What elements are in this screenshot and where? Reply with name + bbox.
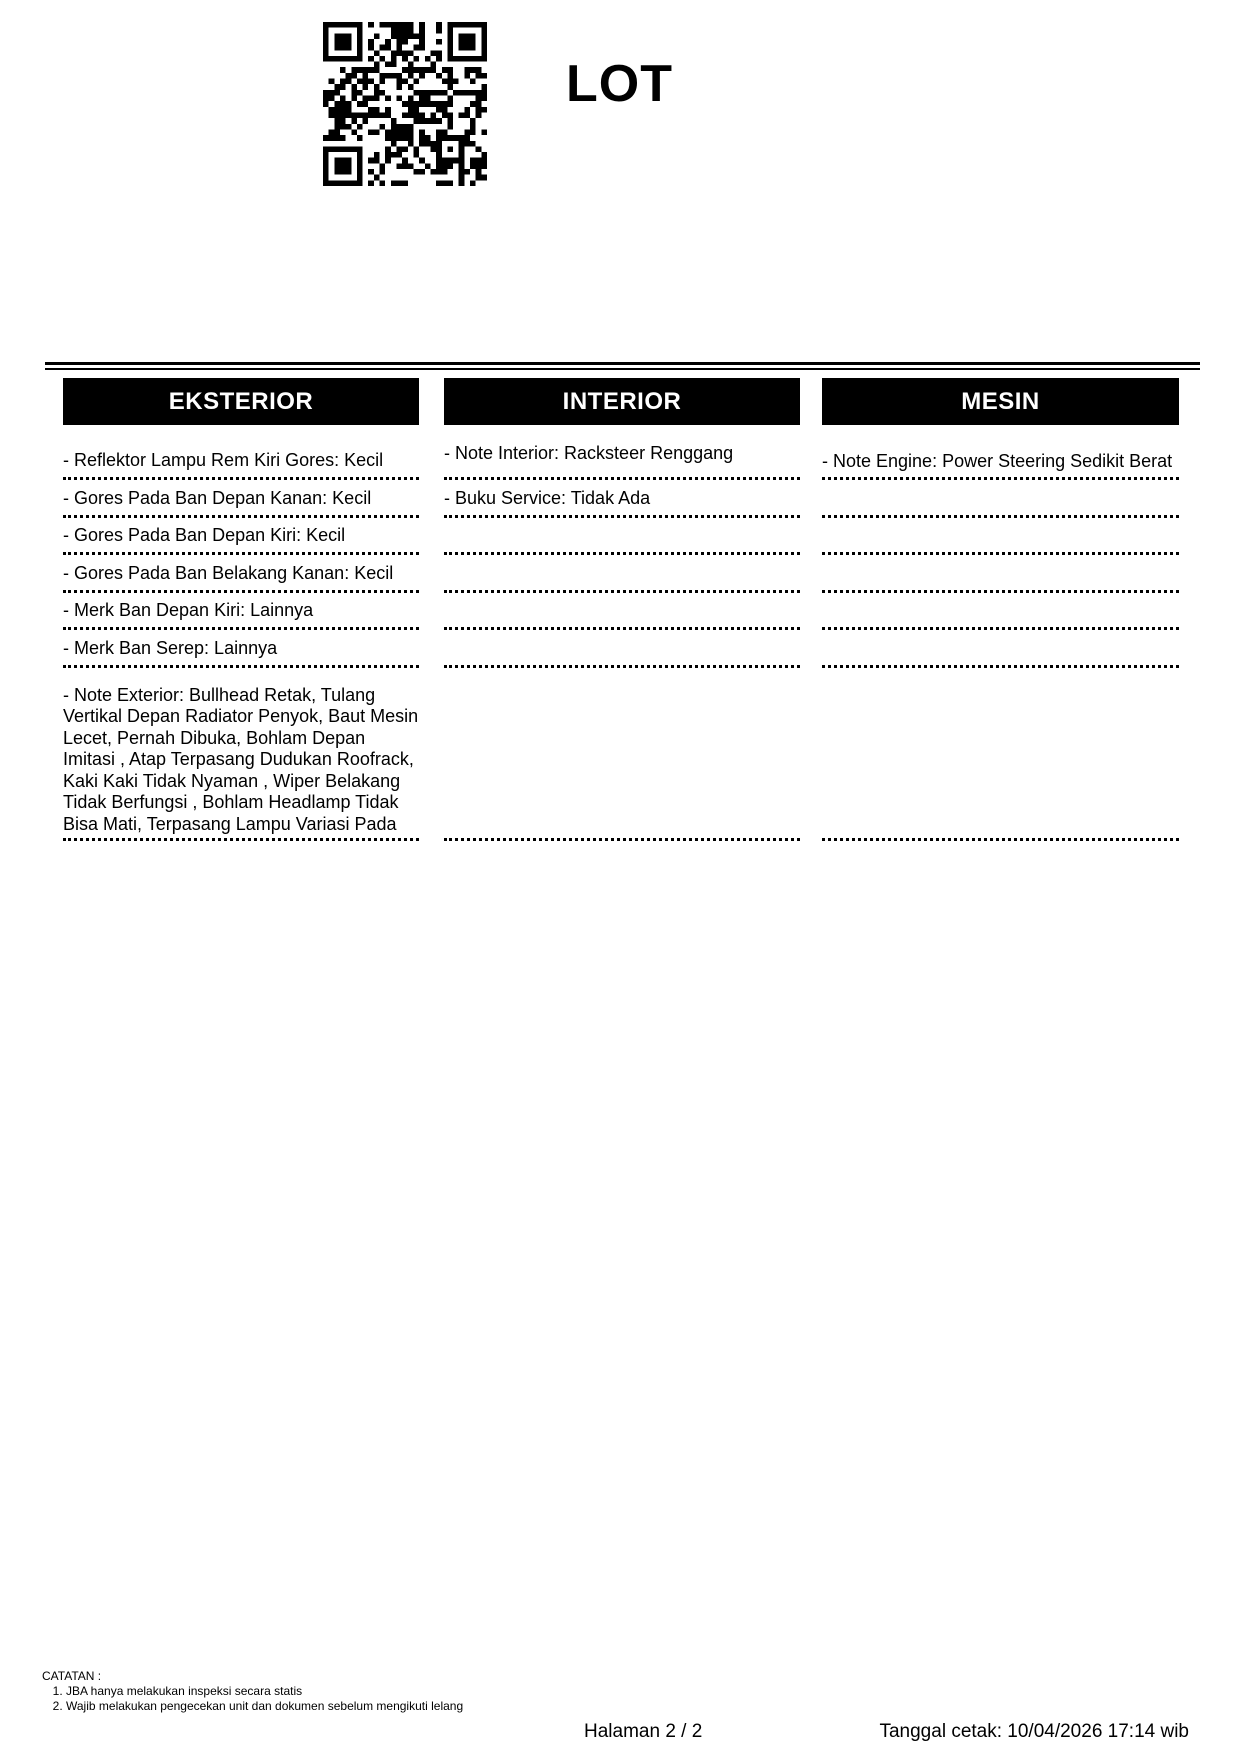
notes-title: CATATAN :: [42, 1669, 102, 1683]
print-date: Tanggal cetak: 10/04/2026 17:14 wib: [879, 1721, 1189, 1742]
list-item: [822, 593, 1179, 630]
page-number: Halaman 2 / 2: [584, 1721, 703, 1742]
footer-notes: [42, 1669, 463, 1714]
list-item: [822, 668, 1179, 841]
note-item: 1. JBA hanya melakukan inspeksi secara statis: [66, 1684, 463, 1699]
list-item: - Merk Ban Serep: Lainnya: [63, 630, 419, 668]
list-item: - Gores Pada Ban Depan Kanan: Kecil: [63, 480, 419, 518]
engine-column: [822, 378, 1179, 841]
engine-header: MESIN: [822, 378, 1179, 425]
list-item: - Note Engine: Power Steering Sedikit Berat: [822, 425, 1179, 480]
list-item: - Gores Pada Ban Depan Kiri: Kecil: [63, 518, 419, 555]
list-item: [822, 630, 1179, 668]
header-divider-top: [45, 362, 1200, 365]
list-item: [822, 555, 1179, 593]
list-item: - Gores Pada Ban Belakang Kanan: Kecil: [63, 555, 419, 593]
list-item: [822, 480, 1179, 518]
list-item: - Merk Ban Depan Kiri: Lainnya: [63, 593, 419, 630]
interior-items: [444, 425, 800, 841]
list-item: [444, 630, 800, 668]
list-item: - Buku Service: Tidak Ada: [444, 480, 800, 518]
exterior-column: [63, 378, 419, 841]
list-item: - Note Interior: Racksteer Renggang: [444, 425, 800, 480]
list-item: [444, 668, 800, 841]
engine-items: [822, 425, 1179, 841]
list-item: [822, 518, 1179, 555]
notes-list: [42, 1684, 463, 1714]
exterior-header: EKSTERIOR: [63, 378, 419, 425]
exterior-items: [63, 425, 419, 841]
list-item: - Note Exterior: Bullhead Retak, Tulang Vertikal Depan Radiator Penyok, Baut Mesin Lecet, Pernah Dibuka, Bohlam Depan Imitasi , Atap Terpasang Dudukan Roofrack, Kaki Kaki Tidak Nyaman , Wiper Belakang Tidak Berfungsi , Bohlam Headlamp Tidak Bisa Mati, Terpasang Lampu Variasi Pada: [63, 668, 419, 841]
lot-label: LOT: [566, 55, 673, 113]
list-item: - Reflektor Lampu Rem Kiri Gores: Kecil: [63, 425, 419, 480]
list-item: [444, 518, 800, 555]
header-divider-bottom: [45, 368, 1200, 370]
list-item: [444, 593, 800, 630]
list-item: [444, 555, 800, 593]
interior-column: [444, 378, 800, 841]
note-item: 2. Wajib melakukan pengecekan unit dan dokumen sebelum mengikuti lelang: [66, 1699, 463, 1714]
interior-header: INTERIOR: [444, 378, 800, 425]
qr-code: [323, 22, 487, 186]
